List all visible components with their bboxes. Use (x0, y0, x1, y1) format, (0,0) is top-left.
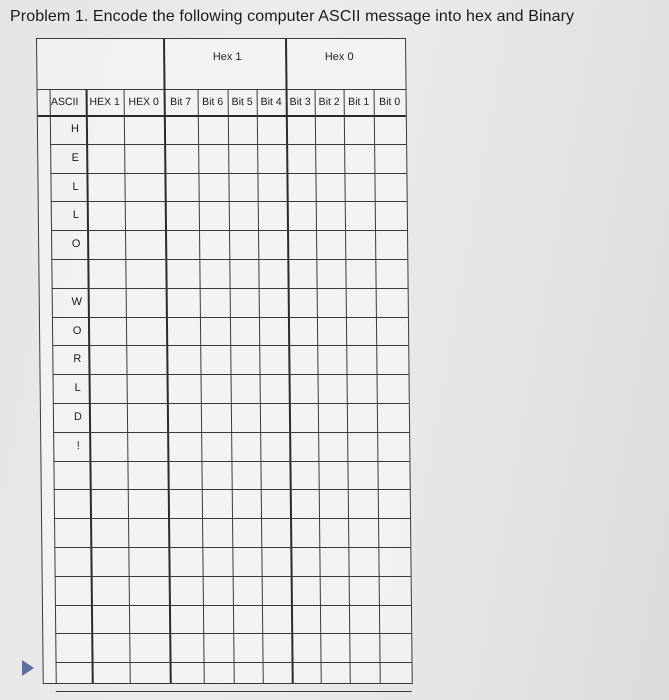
column-header: HEX 1 (89, 96, 120, 108)
answer-cell[interactable] (350, 606, 378, 633)
answer-cell[interactable] (129, 519, 167, 546)
answer-cell[interactable] (317, 231, 344, 258)
answer-cell[interactable] (205, 663, 233, 690)
answer-cell[interactable] (130, 634, 168, 661)
answer-cell[interactable] (125, 145, 163, 172)
answer-cell[interactable] (380, 577, 410, 604)
answer-cell[interactable] (170, 606, 202, 633)
answer-cell[interactable] (321, 606, 348, 633)
answer-cell[interactable] (375, 145, 405, 172)
answer-cell[interactable] (168, 433, 200, 460)
encoding-table (36, 38, 413, 684)
answer-cell[interactable] (380, 606, 410, 633)
answer-cell[interactable] (234, 634, 261, 661)
answer-cell[interactable] (378, 375, 408, 402)
answer-cell[interactable] (201, 346, 229, 373)
answer-cell[interactable] (346, 260, 374, 287)
answer-cell[interactable] (260, 346, 287, 373)
answer-cell[interactable] (376, 231, 406, 258)
answer-cell[interactable] (128, 462, 166, 489)
answer-cell[interactable] (202, 375, 230, 402)
answer-cell[interactable] (321, 634, 348, 661)
answer-cell[interactable] (380, 634, 410, 661)
answer-cell[interactable] (204, 606, 232, 633)
answer-cell[interactable] (168, 375, 200, 402)
answer-cell[interactable] (289, 318, 316, 345)
answer-cell[interactable] (202, 433, 230, 460)
answer-cell[interactable] (203, 519, 231, 546)
column-header: Bit 2 (318, 96, 340, 108)
answer-cell[interactable] (259, 260, 286, 287)
problem-title: Problem 1. Encode the following computer ASCII message into hex and Binary (10, 8, 575, 25)
answer-cell[interactable] (232, 462, 259, 489)
answer-cell[interactable] (290, 462, 317, 489)
answer-cell[interactable] (322, 663, 349, 690)
answer-cell[interactable] (377, 289, 407, 316)
answer-cell[interactable] (379, 548, 409, 575)
ascii-cell: O (72, 324, 82, 337)
answer-cell[interactable] (316, 145, 343, 172)
answer-cell[interactable] (200, 231, 228, 258)
answer-cell[interactable] (260, 289, 287, 316)
answer-cell[interactable] (290, 433, 317, 460)
answer-cell[interactable] (128, 404, 166, 431)
answer-cell[interactable] (199, 174, 227, 201)
answer-cell[interactable] (350, 634, 378, 661)
answer-cell[interactable] (287, 174, 314, 201)
answer-cell[interactable] (317, 260, 344, 287)
answer-cell[interactable] (229, 174, 256, 201)
answer-cell[interactable] (345, 174, 373, 201)
answer-cell[interactable] (126, 231, 164, 258)
answer-cell[interactable] (262, 519, 289, 546)
answer-cell[interactable] (233, 519, 260, 546)
answer-cell[interactable] (232, 433, 259, 460)
answer-cell[interactable] (202, 462, 230, 489)
ascii-cell: H (70, 123, 79, 135)
answer-cell[interactable] (170, 577, 202, 604)
answer-cell[interactable] (347, 289, 375, 316)
ascii-cell (56, 518, 102, 546)
answer-cell[interactable] (259, 202, 286, 229)
answer-cell[interactable] (317, 202, 344, 229)
answer-cell[interactable] (166, 202, 198, 229)
answer-cell[interactable] (200, 202, 228, 229)
answer-cell[interactable] (167, 289, 199, 316)
answer-cell[interactable] (378, 433, 408, 460)
answer-cell[interactable] (291, 519, 318, 546)
answer-cell[interactable] (351, 663, 379, 690)
answer-cell[interactable] (377, 318, 407, 345)
answer-cell[interactable] (291, 490, 318, 517)
answer-cell[interactable] (127, 318, 165, 345)
answer-cell[interactable] (128, 433, 166, 460)
answer-cell[interactable] (171, 663, 203, 690)
answer-cell[interactable] (288, 231, 315, 258)
answer-cell[interactable] (204, 634, 232, 661)
answer-cell[interactable] (320, 519, 347, 546)
answer-cell[interactable] (289, 289, 316, 316)
answer-cell[interactable] (203, 548, 231, 575)
ascii-cell (58, 662, 104, 690)
answer-cell[interactable] (168, 404, 200, 431)
answer-cell[interactable] (167, 346, 199, 373)
ascii-cell: D (73, 411, 83, 423)
answer-cell[interactable] (377, 346, 407, 373)
column-header: Bit 1 (348, 96, 370, 108)
column-header: ASCII (50, 96, 79, 108)
answer-cell[interactable] (230, 231, 257, 258)
answer-cell[interactable] (381, 663, 411, 690)
answer-cell[interactable] (375, 174, 405, 201)
ascii-cell (55, 461, 101, 489)
answer-cell[interactable] (131, 663, 169, 690)
answer-cell[interactable] (170, 634, 202, 661)
answer-cell[interactable] (130, 606, 168, 633)
answer-cell[interactable] (346, 231, 374, 258)
answer-cell[interactable] (319, 375, 346, 402)
answer-cell[interactable] (261, 404, 288, 431)
answer-cell[interactable] (319, 433, 346, 460)
answer-cell[interactable] (262, 548, 289, 575)
answer-cell[interactable] (287, 145, 314, 172)
answer-cell[interactable] (287, 116, 314, 143)
answer-cell[interactable] (230, 202, 257, 229)
answer-cell[interactable] (347, 346, 375, 373)
answer-cell[interactable] (289, 346, 316, 373)
answer-cell[interactable] (259, 231, 286, 258)
ascii-cell (57, 605, 103, 633)
answer-cell[interactable] (318, 346, 345, 373)
answer-cell[interactable] (348, 375, 376, 402)
answer-cell[interactable] (292, 634, 319, 661)
answer-cell[interactable] (199, 116, 227, 143)
answer-cell[interactable] (231, 346, 258, 373)
ascii-cell: R (73, 353, 82, 366)
pointer-arrow-icon (22, 660, 34, 676)
ascii-cell (56, 547, 102, 575)
answer-cell[interactable] (349, 519, 377, 546)
answer-cell[interactable] (348, 462, 376, 489)
answer-cell[interactable] (320, 490, 347, 517)
answer-cell[interactable] (376, 202, 406, 229)
answer-cell[interactable] (234, 606, 261, 633)
answer-cell[interactable] (201, 318, 229, 345)
header-divider (38, 89, 406, 90)
ascii-cell (53, 259, 99, 287)
answer-cell[interactable] (233, 490, 260, 517)
ascii-cell: L (72, 209, 79, 222)
answer-cell[interactable] (316, 116, 343, 143)
answer-cell[interactable] (261, 375, 288, 402)
answer-cell[interactable] (229, 145, 256, 172)
answer-cell[interactable] (261, 433, 288, 460)
answer-cell[interactable] (125, 174, 163, 201)
ascii-cell: W (71, 295, 83, 308)
answer-cell[interactable] (200, 260, 228, 287)
answer-cell[interactable] (292, 577, 319, 604)
answer-cell[interactable] (233, 548, 260, 575)
answer-cell[interactable] (260, 318, 287, 345)
column-header: Bit 3 (289, 96, 311, 108)
column-header: HEX 0 (128, 96, 159, 108)
answer-cell[interactable] (235, 663, 262, 690)
answer-cell[interactable] (316, 174, 343, 201)
answer-cell[interactable] (204, 577, 232, 604)
answer-cell[interactable] (126, 260, 164, 287)
answer-cell[interactable] (348, 433, 376, 460)
grid-row-line (56, 691, 412, 692)
answer-cell[interactable] (320, 548, 347, 575)
column-header: Bit 0 (379, 96, 401, 108)
answer-cell[interactable] (168, 462, 200, 489)
answer-cell[interactable] (258, 145, 285, 172)
answer-cell[interactable] (165, 116, 197, 143)
answer-cell[interactable] (127, 289, 165, 316)
answer-cell[interactable] (232, 404, 259, 431)
ascii-cell: O (71, 238, 81, 251)
answer-cell[interactable] (346, 202, 374, 229)
answer-cell[interactable] (229, 116, 256, 143)
answer-cell[interactable] (318, 318, 345, 345)
answer-cell[interactable] (378, 404, 408, 431)
answer-cell[interactable] (319, 404, 346, 431)
answer-cell[interactable] (349, 548, 377, 575)
column-header: Bit 7 (170, 96, 192, 108)
answer-cell[interactable] (318, 289, 345, 316)
answer-cell[interactable] (263, 577, 290, 604)
ascii-cell: L (72, 180, 79, 193)
answer-cell[interactable] (202, 404, 230, 431)
answer-cell[interactable] (230, 260, 257, 287)
answer-cell[interactable] (234, 577, 261, 604)
answer-cell[interactable] (263, 606, 290, 633)
answer-cell[interactable] (165, 174, 197, 201)
answer-cell[interactable] (130, 577, 168, 604)
ascii-cell (57, 633, 103, 661)
answer-cell[interactable] (288, 260, 315, 287)
answer-cell[interactable] (291, 548, 318, 575)
answer-cell[interactable] (126, 202, 164, 229)
answer-cell[interactable] (376, 260, 406, 287)
answer-cell[interactable] (166, 260, 198, 287)
answer-cell[interactable] (345, 116, 373, 143)
ascii-cell: E (71, 151, 79, 164)
answer-cell[interactable] (129, 548, 167, 575)
answer-cell[interactable] (258, 116, 285, 143)
answer-cell[interactable] (293, 663, 320, 690)
column-header: Bit 6 (202, 96, 224, 108)
ascii-cell: ! (76, 439, 80, 452)
answer-cell[interactable] (345, 145, 373, 172)
answer-cell[interactable] (290, 375, 317, 402)
answer-cell[interactable] (262, 490, 289, 517)
answer-cell[interactable] (261, 462, 288, 489)
answer-cell[interactable] (128, 375, 166, 402)
column-header: Bit 4 (260, 96, 282, 108)
answer-cell[interactable] (290, 404, 317, 431)
answer-cell[interactable] (264, 663, 291, 690)
answer-cell[interactable] (349, 490, 377, 517)
answer-cell[interactable] (378, 462, 408, 489)
ascii-cell: L (74, 382, 81, 395)
answer-cell[interactable] (165, 145, 197, 172)
ascii-cell (56, 489, 102, 517)
answer-cell[interactable] (199, 145, 227, 172)
ascii-cell (57, 576, 103, 604)
answer-cell[interactable] (319, 462, 346, 489)
answer-cell[interactable] (201, 289, 229, 316)
answer-cell[interactable] (232, 375, 259, 402)
answer-cell[interactable] (258, 174, 285, 201)
answer-cell[interactable] (263, 634, 290, 661)
answer-cell[interactable] (379, 490, 409, 517)
answer-cell[interactable] (321, 577, 348, 604)
answer-cell[interactable] (167, 318, 199, 345)
answer-cell[interactable] (288, 202, 315, 229)
answer-cell[interactable] (350, 577, 378, 604)
answer-cell[interactable] (379, 519, 409, 546)
answer-cell[interactable] (127, 346, 165, 373)
answer-cell[interactable] (347, 318, 375, 345)
answer-cell[interactable] (203, 490, 231, 517)
answer-cell[interactable] (169, 548, 201, 575)
group-label-hex0: Hex 0 (324, 51, 354, 63)
group-label-hex1: Hex 1 (212, 51, 242, 63)
answer-cell[interactable] (125, 116, 163, 143)
answer-cell[interactable] (166, 231, 198, 258)
answer-cell[interactable] (129, 490, 167, 517)
answer-cell[interactable] (348, 404, 376, 431)
answer-cell[interactable] (169, 490, 201, 517)
answer-cell[interactable] (169, 519, 201, 546)
answer-cell[interactable] (231, 318, 258, 345)
answer-cell[interactable] (292, 606, 319, 633)
answer-cell[interactable] (231, 289, 258, 316)
answer-cell[interactable] (375, 116, 405, 143)
column-header: Bit 5 (231, 96, 253, 108)
